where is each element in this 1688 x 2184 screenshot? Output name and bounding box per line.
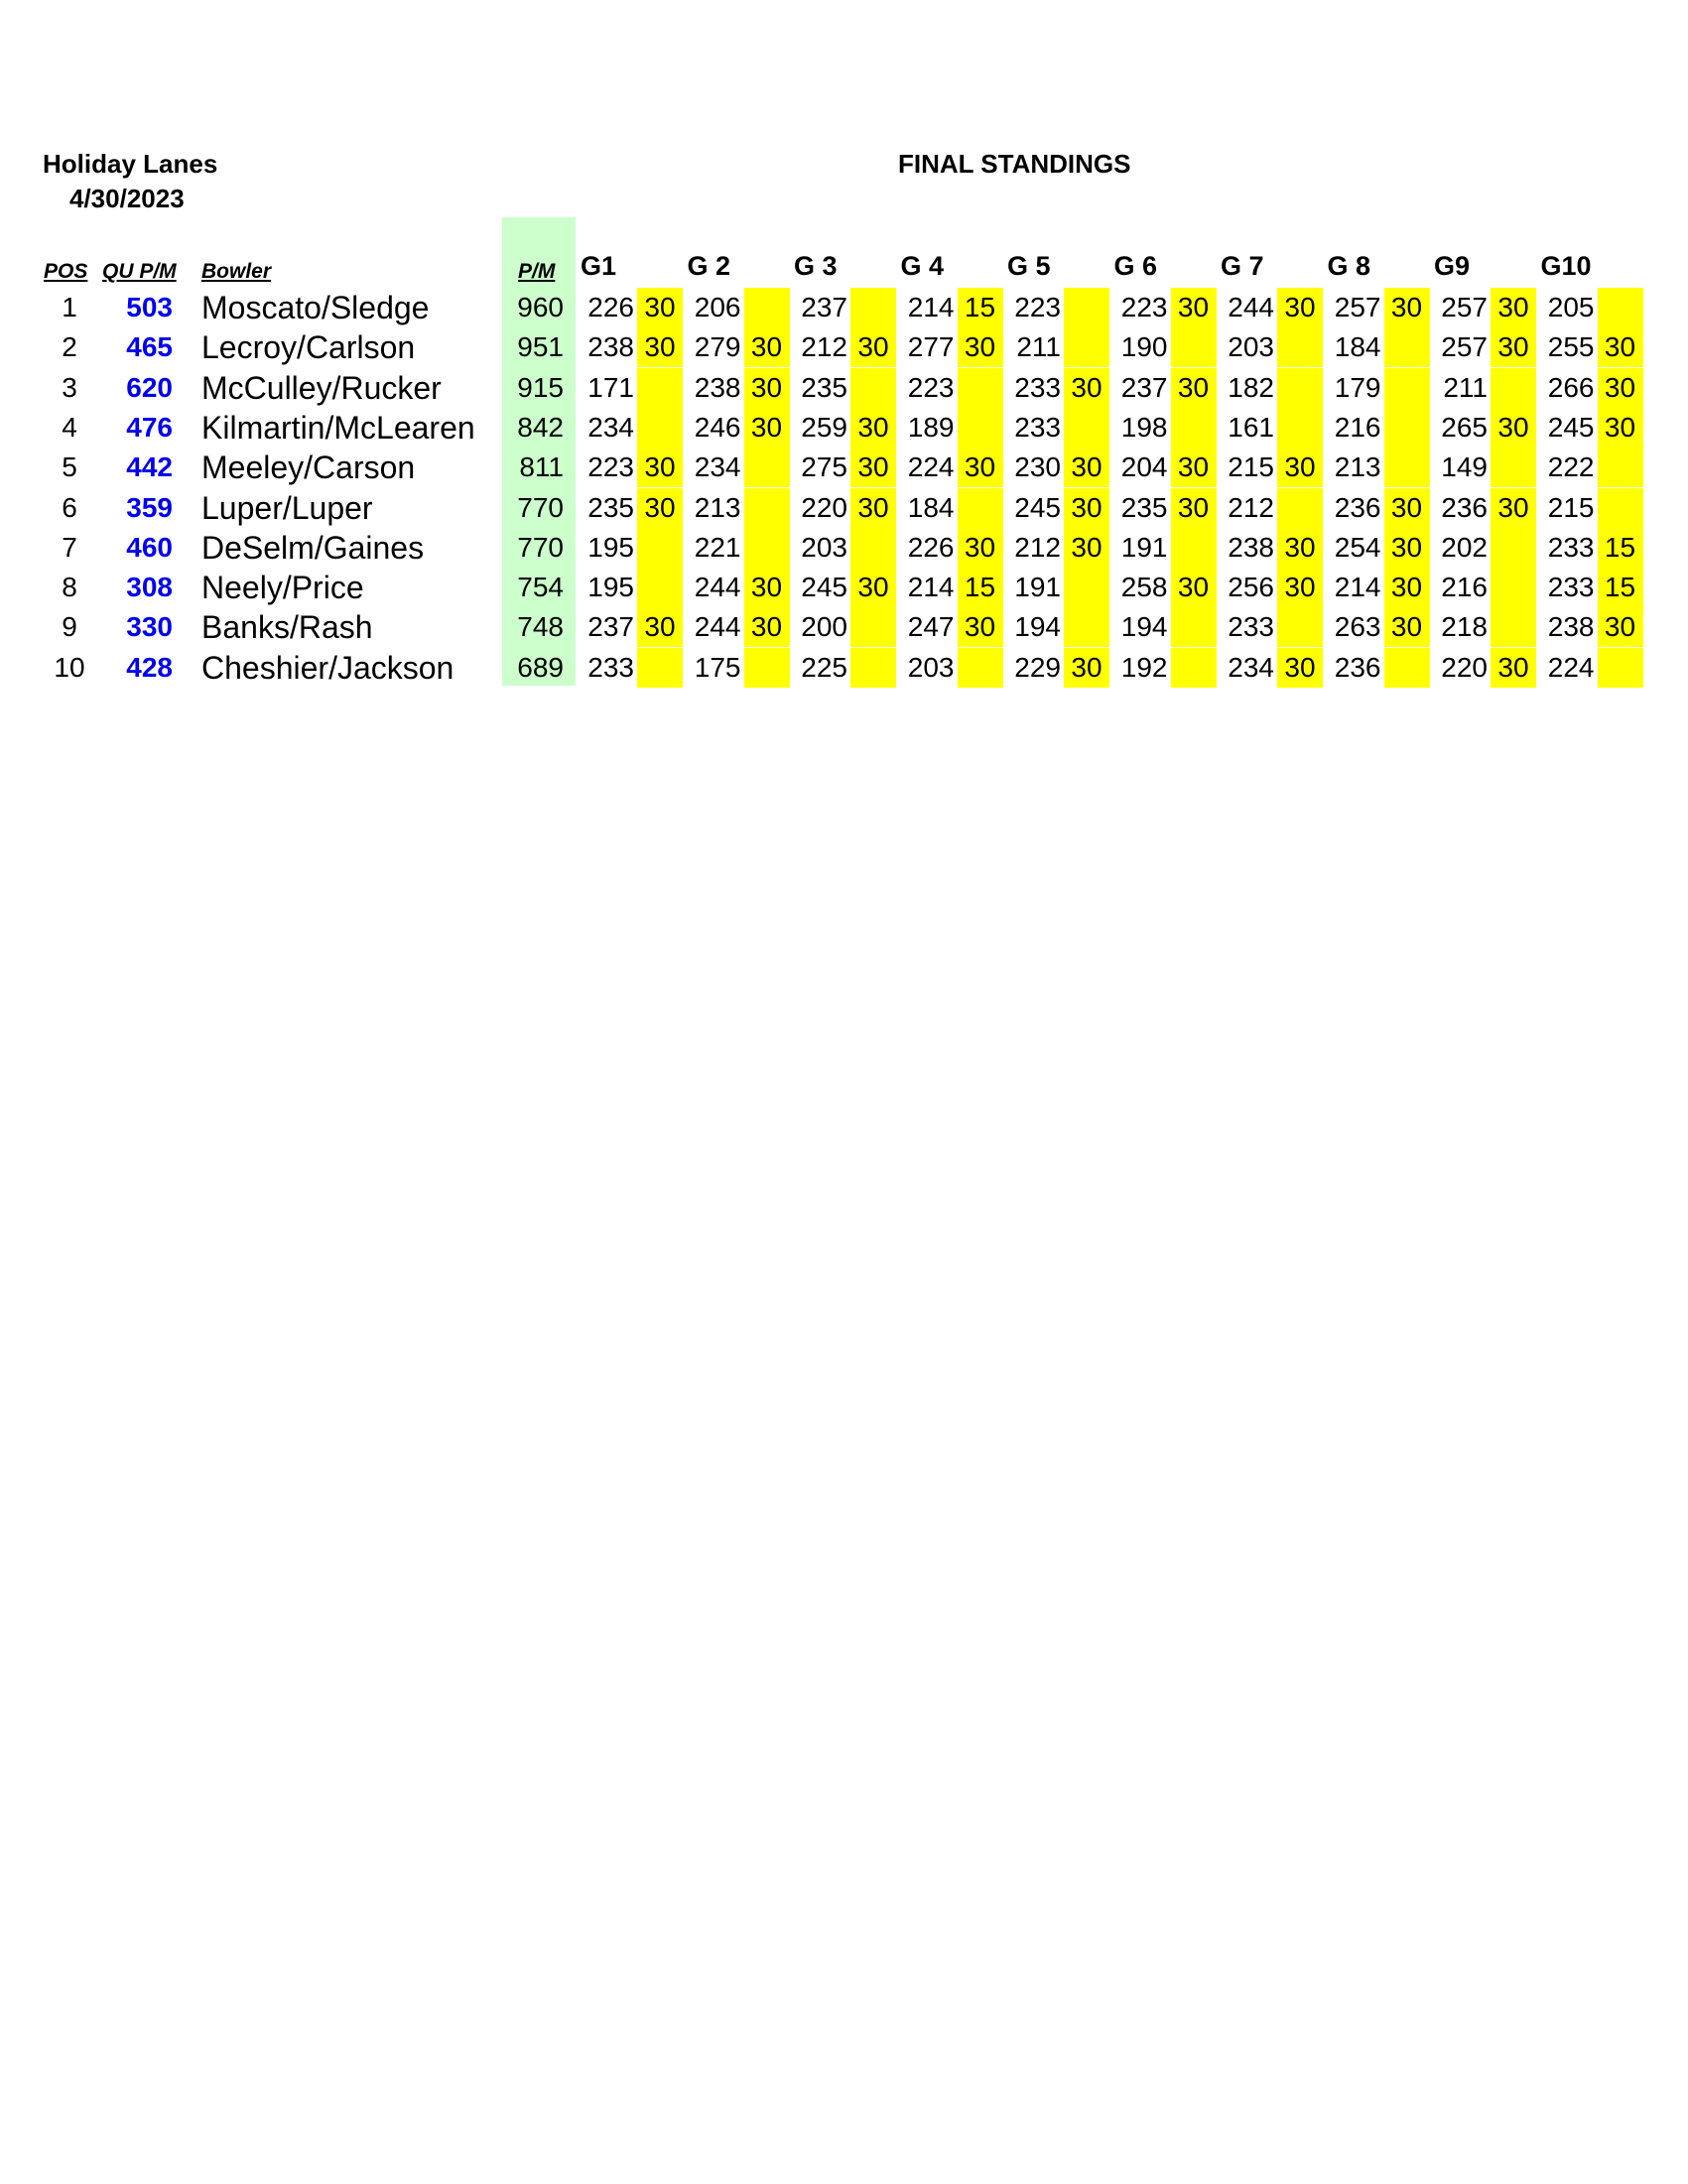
- game-score-cell: 257: [1441, 292, 1488, 322]
- game-bonus-cell: [1171, 327, 1217, 367]
- game-bonus-cell: [1491, 448, 1536, 487]
- game-bonus-cell: 30: [744, 368, 790, 408]
- game-bonus-cell: [1171, 607, 1217, 647]
- game-score-cell: 184: [1334, 331, 1381, 363]
- game-score-cell: 226: [587, 292, 634, 322]
- game-score-cell: 211: [1016, 331, 1061, 363]
- game-bonus-cell: [958, 648, 1003, 688]
- col-header-game-1: G1: [581, 251, 617, 281]
- game-bonus-cell: [958, 408, 1003, 448]
- game-score-cell: 255: [1547, 331, 1595, 363]
- game-bonus-cell: [637, 648, 683, 688]
- game-bonus-cell: [850, 528, 896, 568]
- qu-pm-cell: 442: [126, 451, 173, 483]
- table-row: [0, 448, 1688, 487]
- game-score-cell: 237: [1120, 371, 1168, 403]
- game-score-cell: 277: [907, 331, 955, 363]
- position-cell: 3: [62, 371, 77, 403]
- bowler-name-cell: Moscato/Sledge: [201, 290, 430, 325]
- game-bonus-cell: 30: [1277, 288, 1323, 327]
- bowler-name-cell: Luper/Luper: [201, 489, 373, 526]
- game-bonus-cell: 30: [1277, 568, 1323, 607]
- game-bonus-cell: 30: [1277, 448, 1323, 487]
- game-bonus-cell: 30: [1598, 368, 1643, 408]
- col-header-game-4: G 4: [900, 251, 945, 281]
- pm-total-cell: 960: [517, 292, 564, 322]
- game-bonus-cell: 30: [1491, 488, 1536, 528]
- game-bonus-cell: [744, 648, 790, 688]
- game-score-cell: 182: [1228, 371, 1274, 403]
- game-score-cell: 215: [1547, 491, 1595, 523]
- game-score-cell: 235: [801, 371, 847, 403]
- game-bonus-cell: [1277, 607, 1323, 647]
- game-score-cell: 203: [907, 651, 955, 683]
- game-bonus-cell: 30: [850, 408, 896, 448]
- game-score-cell: 223: [587, 451, 634, 483]
- game-score-cell: 222: [1547, 451, 1595, 483]
- game-score-cell: 202: [1441, 531, 1488, 563]
- game-bonus-cell: [1277, 368, 1323, 408]
- game-bonus-cell: [850, 368, 896, 408]
- pm-total-cell: 770: [517, 491, 564, 523]
- table-row: [0, 368, 1688, 408]
- col-header-qu-pm: QU P/M: [102, 260, 177, 283]
- game-bonus-cell: [637, 368, 683, 408]
- position-cell: 10: [54, 651, 85, 683]
- game-score-cell: 226: [907, 531, 955, 563]
- game-bonus-cell: [1064, 288, 1109, 327]
- game-bonus-cell: 30: [850, 568, 896, 607]
- game-score-cell: 233: [587, 651, 634, 683]
- game-bonus-cell: 30: [1171, 368, 1217, 408]
- game-bonus-cell: [1384, 448, 1430, 487]
- position-cell: 8: [62, 572, 77, 603]
- game-bonus-cell: 30: [1598, 327, 1643, 367]
- game-score-cell: 194: [1014, 611, 1061, 643]
- game-score-cell: 221: [694, 531, 741, 563]
- game-bonus-cell: 30: [744, 607, 790, 647]
- game-score-cell: 235: [587, 491, 634, 523]
- game-score-cell: 179: [1334, 371, 1381, 403]
- game-score-cell: 200: [801, 611, 847, 643]
- game-bonus-cell: 30: [744, 568, 790, 607]
- game-bonus-cell: 30: [637, 448, 683, 487]
- game-score-cell: 233: [1547, 572, 1595, 603]
- pm-total-cell: 811: [519, 451, 564, 483]
- game-bonus-cell: [1598, 648, 1643, 688]
- game-score-cell: 224: [907, 451, 955, 483]
- game-score-cell: 224: [1547, 651, 1595, 683]
- game-bonus-cell: 30: [1064, 528, 1109, 568]
- position-cell: 5: [62, 451, 77, 483]
- qu-pm-cell: 476: [126, 411, 173, 443]
- game-bonus-cell: [637, 528, 683, 568]
- game-score-cell: 175: [694, 651, 741, 683]
- game-score-cell: 218: [1441, 611, 1488, 643]
- qu-pm-cell: 428: [126, 651, 173, 683]
- game-score-cell: 237: [587, 611, 634, 643]
- bowler-name-cell: Cheshier/Jackson: [201, 649, 454, 686]
- game-score-cell: 234: [1228, 651, 1274, 683]
- game-score-cell: 275: [801, 451, 847, 483]
- qu-pm-cell: 359: [126, 491, 173, 523]
- game-score-cell: 263: [1334, 611, 1381, 643]
- game-bonus-cell: [1277, 488, 1323, 528]
- game-bonus-cell: [744, 448, 790, 487]
- game-score-cell: 220: [1441, 651, 1488, 683]
- game-score-cell: 214: [1334, 572, 1381, 603]
- game-score-cell: 184: [907, 491, 955, 523]
- game-bonus-cell: 15: [958, 568, 1003, 607]
- game-score-cell: 212: [801, 331, 847, 363]
- bowler-name-cell: Meeley/Carson: [201, 450, 416, 486]
- game-bonus-cell: [1384, 327, 1430, 367]
- game-bonus-cell: 30: [1171, 488, 1217, 528]
- col-header-game-6: G 6: [1113, 251, 1158, 281]
- game-score-cell: 245: [1014, 491, 1061, 523]
- game-bonus-cell: [1598, 288, 1643, 327]
- col-header-game-8: G 8: [1327, 251, 1371, 281]
- game-score-cell: 215: [1228, 451, 1274, 483]
- game-bonus-cell: 30: [1491, 288, 1536, 327]
- game-score-cell: 266: [1547, 371, 1595, 403]
- game-score-cell: 213: [694, 491, 741, 523]
- game-bonus-cell: [1171, 648, 1217, 688]
- game-score-cell: 216: [1441, 572, 1488, 603]
- game-score-cell: 233: [1547, 531, 1595, 563]
- game-bonus-cell: 30: [850, 448, 896, 487]
- game-score-cell: 203: [1228, 331, 1274, 363]
- game-bonus-cell: 30: [1277, 528, 1323, 568]
- bowler-name-cell: Kilmartin/McLearen: [201, 409, 475, 446]
- table-row: [0, 408, 1688, 448]
- game-score-cell: 211: [1443, 371, 1488, 403]
- pm-total-cell: 770: [517, 531, 564, 563]
- pm-total-cell: 689: [517, 651, 564, 683]
- game-bonus-cell: 30: [850, 327, 896, 367]
- position-cell: 6: [62, 491, 77, 523]
- pm-total-cell: 951: [517, 331, 564, 363]
- col-header-game-3: G 3: [794, 251, 838, 281]
- game-bonus-cell: 30: [637, 488, 683, 528]
- game-bonus-cell: 30: [1384, 607, 1430, 647]
- game-score-cell: 254: [1334, 531, 1381, 563]
- game-bonus-cell: [1171, 528, 1217, 568]
- game-score-cell: 235: [1120, 491, 1168, 523]
- game-score-cell: 191: [1120, 531, 1168, 563]
- table-row: [0, 648, 1688, 688]
- game-score-cell: 214: [907, 572, 955, 603]
- game-bonus-cell: [1064, 408, 1109, 448]
- game-score-cell: 238: [694, 371, 741, 403]
- game-score-cell: 234: [694, 451, 741, 483]
- game-bonus-cell: 30: [1491, 648, 1536, 688]
- col-header-bowler: Bowler: [201, 260, 272, 283]
- game-score-cell: 198: [1120, 411, 1168, 443]
- game-score-cell: 246: [694, 411, 741, 443]
- qu-pm-cell: 465: [126, 331, 173, 363]
- game-score-cell: 238: [1547, 611, 1595, 643]
- bowler-name-cell: Banks/Rash: [201, 609, 373, 646]
- page-title: FINAL STANDINGS: [898, 149, 1131, 179]
- qu-pm-cell: 503: [126, 292, 173, 322]
- position-cell: 2: [62, 331, 77, 363]
- qu-pm-cell: 460: [126, 531, 173, 563]
- game-bonus-cell: 30: [637, 327, 683, 367]
- col-header-game-7: G 7: [1221, 251, 1264, 281]
- pm-total-cell: 754: [517, 572, 564, 603]
- game-score-cell: 259: [801, 411, 847, 443]
- table-row: [0, 528, 1688, 568]
- game-score-cell: 212: [1014, 531, 1061, 563]
- game-score-cell: 229: [1014, 651, 1061, 683]
- game-score-cell: 245: [801, 572, 847, 603]
- game-bonus-cell: 30: [744, 408, 790, 448]
- bowler-name-cell: Lecroy/Carlson: [201, 329, 416, 366]
- venue-name: Holiday Lanes: [43, 149, 218, 179]
- table-row: [0, 607, 1688, 647]
- game-bonus-cell: [1491, 568, 1536, 607]
- col-header-game-10: G10: [1540, 251, 1592, 281]
- game-bonus-cell: 30: [1384, 488, 1430, 528]
- pm-total-cell: 915: [517, 371, 564, 403]
- game-bonus-cell: 30: [958, 448, 1003, 487]
- table-row: [0, 488, 1688, 528]
- game-score-cell: 265: [1441, 411, 1488, 443]
- game-bonus-cell: [1384, 368, 1430, 408]
- game-bonus-cell: 30: [1171, 448, 1217, 487]
- game-score-cell: 236: [1334, 491, 1381, 523]
- game-score-cell: 257: [1441, 331, 1488, 363]
- game-score-cell: 244: [694, 611, 741, 643]
- position-cell: 4: [62, 411, 77, 443]
- game-score-cell: 244: [694, 572, 741, 603]
- game-score-cell: 223: [907, 371, 955, 403]
- game-score-cell: 206: [694, 292, 741, 322]
- game-bonus-cell: 30: [1064, 648, 1109, 688]
- game-score-cell: 238: [587, 331, 634, 363]
- game-bonus-cell: 30: [1277, 648, 1323, 688]
- game-score-cell: 237: [801, 292, 847, 322]
- col-header-game-2: G 2: [687, 251, 731, 281]
- game-score-cell: 230: [1014, 451, 1061, 483]
- qu-pm-cell: 620: [126, 371, 173, 403]
- game-bonus-cell: [1171, 408, 1217, 448]
- game-score-cell: 257: [1334, 292, 1381, 322]
- game-score-cell: 195: [587, 572, 634, 603]
- col-header-pm: P/M: [518, 260, 556, 283]
- game-bonus-cell: [1491, 368, 1536, 408]
- game-score-cell: 171: [587, 371, 634, 403]
- game-score-cell: 161: [1228, 411, 1274, 443]
- game-bonus-cell: 15: [1598, 568, 1643, 607]
- game-score-cell: 234: [587, 411, 634, 443]
- game-bonus-cell: [637, 408, 683, 448]
- game-bonus-cell: [1384, 408, 1430, 448]
- game-score-cell: 192: [1120, 651, 1168, 683]
- game-bonus-cell: [744, 288, 790, 327]
- game-score-cell: 223: [1120, 292, 1168, 322]
- game-score-cell: 203: [801, 531, 847, 563]
- game-score-cell: 236: [1334, 651, 1381, 683]
- game-bonus-cell: [1064, 327, 1109, 367]
- game-bonus-cell: [1598, 448, 1643, 487]
- table-row: [0, 327, 1688, 367]
- game-bonus-cell: 30: [744, 327, 790, 367]
- table-row: [0, 288, 1688, 327]
- game-bonus-cell: 30: [1064, 448, 1109, 487]
- game-bonus-cell: [1064, 568, 1109, 607]
- game-score-cell: 245: [1547, 411, 1595, 443]
- game-score-cell: 233: [1228, 611, 1274, 643]
- game-score-cell: 233: [1014, 411, 1061, 443]
- game-bonus-cell: 30: [850, 488, 896, 528]
- game-score-cell: 258: [1120, 572, 1168, 603]
- game-score-cell: 149: [1441, 451, 1488, 483]
- game-score-cell: 236: [1441, 491, 1488, 523]
- game-score-cell: 244: [1228, 292, 1274, 322]
- pm-total-cell: 842: [517, 411, 564, 443]
- game-score-cell: 191: [1014, 572, 1061, 603]
- position-cell: 9: [62, 611, 77, 643]
- col-header-pos: POS: [44, 260, 88, 283]
- game-bonus-cell: 30: [958, 327, 1003, 367]
- pm-total-cell: 748: [517, 611, 564, 643]
- game-bonus-cell: 30: [1384, 288, 1430, 327]
- event-date: 4/30/2023: [69, 184, 185, 213]
- game-bonus-cell: [1491, 528, 1536, 568]
- game-bonus-cell: 30: [1598, 607, 1643, 647]
- game-score-cell: 213: [1334, 451, 1381, 483]
- game-bonus-cell: 30: [1491, 408, 1536, 448]
- game-bonus-cell: 15: [1598, 528, 1643, 568]
- game-bonus-cell: [744, 488, 790, 528]
- game-bonus-cell: 30: [1171, 288, 1217, 327]
- game-score-cell: 256: [1228, 572, 1274, 603]
- game-score-cell: 194: [1120, 611, 1168, 643]
- game-bonus-cell: 30: [1171, 568, 1217, 607]
- game-bonus-cell: 30: [637, 288, 683, 327]
- col-header-game-9: G9: [1434, 251, 1471, 281]
- game-bonus-cell: [637, 568, 683, 607]
- game-score-cell: 214: [907, 292, 955, 322]
- game-bonus-cell: [850, 648, 896, 688]
- table-row: [0, 568, 1688, 607]
- game-bonus-cell: [744, 528, 790, 568]
- game-score-cell: 205: [1547, 292, 1595, 322]
- game-bonus-cell: [1491, 607, 1536, 647]
- game-bonus-cell: 15: [958, 288, 1003, 327]
- game-score-cell: 279: [694, 331, 741, 363]
- game-bonus-cell: [1064, 607, 1109, 647]
- game-score-cell: 204: [1120, 451, 1168, 483]
- game-bonus-cell: 30: [958, 528, 1003, 568]
- game-bonus-cell: [1384, 648, 1430, 688]
- qu-pm-cell: 308: [126, 572, 173, 603]
- game-score-cell: 189: [907, 411, 955, 443]
- game-bonus-cell: [850, 607, 896, 647]
- game-score-cell: 216: [1334, 411, 1381, 443]
- game-bonus-cell: [1598, 488, 1643, 528]
- position-cell: 7: [62, 531, 77, 563]
- game-bonus-cell: 30: [1384, 568, 1430, 607]
- col-header-game-5: G 5: [1007, 251, 1051, 281]
- game-score-cell: 223: [1014, 292, 1061, 322]
- game-score-cell: 233: [1014, 371, 1061, 403]
- game-bonus-cell: [958, 368, 1003, 408]
- game-bonus-cell: 30: [637, 607, 683, 647]
- position-cell: 1: [62, 292, 77, 322]
- bowler-name-cell: Neely/Price: [201, 570, 364, 606]
- qu-pm-cell: 330: [126, 611, 173, 643]
- game-score-cell: 190: [1120, 331, 1168, 363]
- game-score-cell: 212: [1228, 491, 1274, 523]
- game-score-cell: 238: [1228, 531, 1274, 563]
- game-score-cell: 247: [907, 611, 955, 643]
- game-bonus-cell: [850, 288, 896, 327]
- game-bonus-cell: 30: [1491, 327, 1536, 367]
- bowler-name-cell: DeSelm/Gaines: [201, 529, 425, 566]
- game-bonus-cell: 30: [1064, 488, 1109, 528]
- game-bonus-cell: 30: [958, 607, 1003, 647]
- game-bonus-cell: [958, 488, 1003, 528]
- game-bonus-cell: 30: [1064, 368, 1109, 408]
- game-score-cell: 195: [587, 531, 634, 563]
- game-score-cell: 220: [801, 491, 847, 523]
- game-bonus-cell: 30: [1384, 528, 1430, 568]
- game-bonus-cell: 30: [1598, 408, 1643, 448]
- bowler-name-cell: McCulley/Rucker: [201, 369, 442, 406]
- game-bonus-cell: [1277, 408, 1323, 448]
- game-score-cell: 225: [801, 651, 847, 683]
- game-bonus-cell: [1277, 327, 1323, 367]
